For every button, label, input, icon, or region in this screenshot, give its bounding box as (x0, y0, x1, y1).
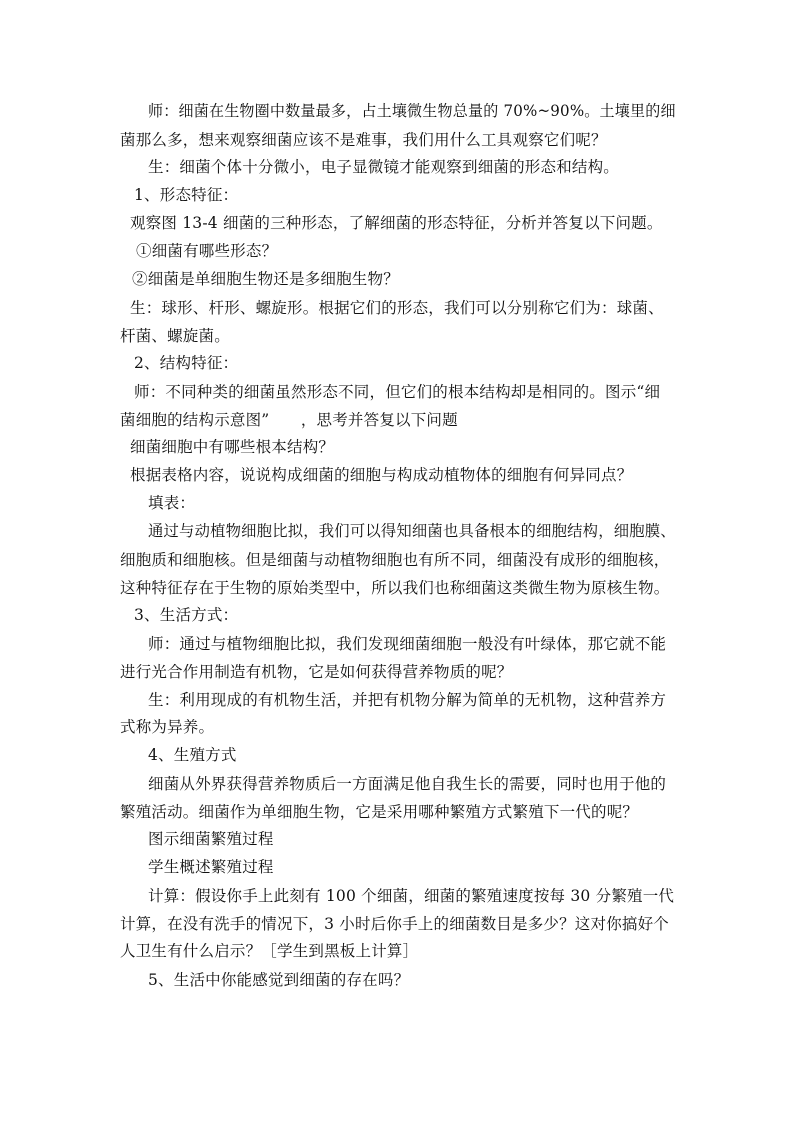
paragraph-line: 图示细菌繁殖过程 (148, 830, 274, 848)
paragraph-line: 观察图 13-4 细菌的三种形态，了解细菌的形态特征，分析并答复以下问题。 (130, 214, 663, 232)
section-heading: 2、结构特征： (134, 354, 239, 372)
question-item: ②细菌是单细胞生物还是多细胞生物？ (132, 270, 399, 288)
section-heading: 5、生活中你能感觉到细菌的存在吗？ (148, 971, 410, 989)
paragraph-line: 细菌从外界获得营养物质后一方面满足他自我生长的需要，同时也用于他的 (148, 775, 667, 793)
section-heading: 3、生活方式： (134, 606, 239, 624)
paragraph-line: 师：不同种类的细菌虽然形态不同，但它们的根本结构却是相同的。图示“细 (134, 383, 661, 401)
paragraph-line: 生：细菌个体十分微小，电子显微镜才能观察到细菌的形态和结构。 (148, 158, 620, 176)
paragraph-line: 计算：假设你手上此刻有 100 个细菌，细菌的繁殖速度按每 30 分繁殖一代 (148, 887, 675, 905)
paragraph-line: 进行光合作用制造有机物，它是如何获得营养物质的呢？ (120, 663, 513, 681)
paragraph-line: 细胞质和细胞核。但是细菌与动植物细胞也有所不同，细菌没有成形的细胞核， (120, 551, 670, 569)
section-heading: 1、形态特征： (134, 186, 239, 204)
section-heading: 4、生殖方式 (148, 746, 237, 764)
paragraph-line: 计算，在没有洗手的情况下，3 小时后你手上的细菌数目是多少？这对你搞好个 (120, 915, 669, 933)
paragraph-line: 菌那么多，想来观察细菌应该不是难事，我们用什么工具观察它们呢？ (120, 131, 607, 149)
paragraph-line: 生：球形、杆形、螺旋形。根据它们的形态，我们可以分别称它们为：球菌、 (130, 299, 664, 317)
paragraph-line: 杆菌、螺旋菌。 (120, 327, 230, 345)
paragraph-line: 生：利用现成的有机物生活，并把有机物分解为简单的无机物，这种营养方 (148, 691, 667, 709)
paragraph-line: 人卫生有什么启示？［学生到黑板上计算］ (120, 942, 419, 960)
paragraph-line: 填表： (148, 494, 196, 512)
paragraph-line: 学生概述繁殖过程 (148, 858, 274, 876)
paragraph-line: 这种特征存在于生物的原始类型中，所以我们也称细菌这类微生物为原核生物。 (120, 579, 670, 597)
question-item: ①细菌有哪些形态？ (136, 242, 278, 260)
paragraph-line: 师：细菌在生物圈中数量最多，占土壤微生物总量的 70%~90%。土壤里的细 (148, 102, 676, 120)
paragraph-line: 师：通过与植物细胞比拟，我们发现细菌细胞一般没有叶绿体，那它就不能 (148, 635, 667, 653)
paragraph-line: 通过与动植物细胞比拟，我们可以得知细菌也具备根本的细胞结构，细胞膜、 (148, 522, 676, 540)
paragraph-line: 菌细胞的结构示意图” ，思考并答复以下问题 (120, 411, 458, 429)
paragraph-line: 细菌细胞中有哪些根本结构？ (130, 438, 335, 456)
paragraph-line: 根据表格内容，说说构成细菌的细胞与构成动植物体的细胞有何异同点？ (130, 466, 633, 484)
paragraph-line: 式称为异养。 (120, 718, 215, 736)
paragraph-line: 繁殖活动。细菌作为单细胞生物，它是采用哪种繁殖方式繁殖下一代的呢？ (120, 803, 639, 821)
